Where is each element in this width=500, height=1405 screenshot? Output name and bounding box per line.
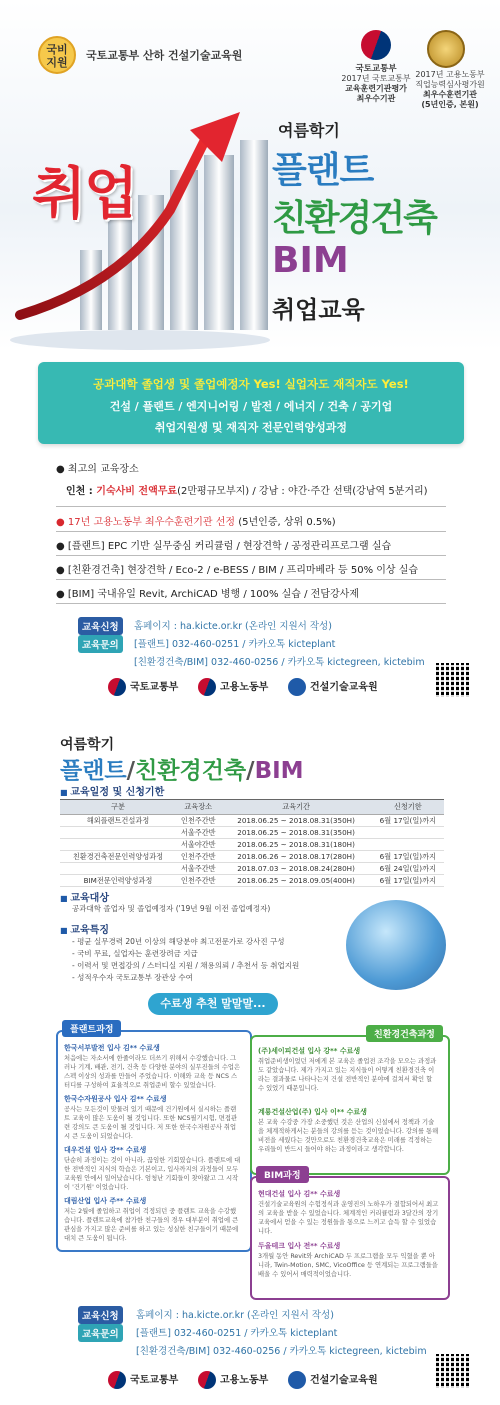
footer-logo-kicte-text: 건설기술교육원: [310, 682, 378, 693]
footer-logo-molit: [108, 678, 178, 696]
table-header: 구분: [60, 800, 176, 815]
phone-plant-2: [플랜트] 032-460-0251 / 카카오톡 kicteplant: [136, 1328, 338, 1339]
table-row: [60, 839, 444, 851]
table-cell: 6월 17일(일)까지: [372, 815, 444, 827]
schedule-heading: ■ 교육일정 및 신청기한: [60, 783, 164, 798]
footer-logo-kicte: [288, 678, 378, 696]
table-row: [60, 827, 444, 839]
table-cell: 서울야간반: [176, 839, 221, 851]
kicte-logo-icon: [288, 1371, 306, 1389]
table-cell: [372, 839, 444, 851]
homepage-link[interactable]: 홈페이지 : ha.kicte.or.kr (온라인 지원서 작성): [134, 621, 332, 632]
table-cell: 2018.06.26 ~ 2018.08.17(280H): [221, 851, 372, 863]
table-cell: 6월 17일(일)까지: [372, 851, 444, 863]
molit-award-line3: 교육훈련기관평가: [345, 84, 407, 93]
testimonial-author: 계룡건설산업(주) 입사 이** 수료생: [258, 1108, 367, 1116]
molit-logo-icon: [108, 1371, 126, 1389]
gov-funded-badge: [38, 36, 76, 74]
table-cell: [60, 863, 176, 875]
table-cell: BIM전문인력양성과정: [60, 875, 176, 887]
hero-chuup: 취업: [32, 162, 137, 227]
molit-award-line4: 최우수기관: [356, 94, 396, 103]
molit-award: [336, 64, 416, 104]
phone-green-bim: [친환경건축/BIM] 032-460-0256 / 카카오톡 kictegreen, kictebim: [134, 657, 425, 668]
table-row: [60, 815, 444, 827]
footer-logo-kicte-text-2: 건설기술교육원: [310, 1375, 378, 1386]
molit-award-line1: 국토교통부: [355, 64, 397, 74]
testimonial-author: 대림산업 입사 주** 수료생: [64, 1197, 147, 1205]
section2-title-green: 친환경건축: [135, 758, 247, 784]
feature-4: ● [친환경건축] 현장견학 / Eco-2 / e-BESS / BIM / 프리마베라 등 50% 이상 실습: [56, 565, 419, 576]
banner-line2: 건설 / 플랜트 / 엔지니어링 / 발전 / 에너지 / 건축 / 공기업: [109, 400, 393, 413]
table-header-row: [60, 800, 444, 815]
moel-award: [410, 70, 490, 110]
footer-logo-molit-text: 국토교통부: [130, 682, 179, 693]
features2-item: - 평균 실무경력 20년 이상의 해당분야 최고전문가로 강사진 구성: [72, 937, 285, 946]
table-cell: 인천주간반: [176, 851, 221, 863]
section2-title-bim: BIM: [254, 758, 304, 784]
feature-1-post: (2만평규모부지) / 강남 : 야간·주간 선택(강남역 5분거리): [177, 486, 428, 497]
features2-heading: ■ 교육특징: [60, 921, 109, 936]
feature-1-text: 최고의 교육장소: [67, 464, 139, 475]
table-cell: 서울주간반: [176, 827, 221, 839]
inquiry-label: 교육문의: [78, 635, 123, 653]
qr-code-icon[interactable]: [436, 1354, 470, 1388]
testimonial-bubble: 수료생 추천 말말말...: [148, 993, 278, 1015]
bim-tag: BIM과정: [256, 1166, 309, 1183]
target-text: 공과대학 졸업자 및 졸업예정자 ('19년 9월 이전 졸업예정자): [72, 904, 271, 913]
hero-bim: BIM: [272, 240, 349, 281]
table-header: 신청기한: [372, 800, 444, 815]
testimonial-author: (주)세이피건설 입사 강** 수료생: [258, 1047, 361, 1055]
section2-season: 여름학기: [60, 737, 115, 753]
section2-title-plant: 플랜트: [60, 758, 127, 784]
hero-green-arch: 친환경건축: [272, 198, 436, 239]
table-cell: [60, 827, 176, 839]
banner-line3: 취업지원생 및 재직자 전문인력양성과정: [154, 421, 348, 434]
footer-logo-kicte-2: [288, 1371, 378, 1389]
green-tag: 친환경건축과정: [366, 1025, 443, 1042]
testimonial-text: 저는 2월에 졸업하고 취업이 걱정되던 중 플랜트 교육을 수강했습니다. 플랜트교육에 참가한 친구들의 경우 대부분이 취업에 큰 관심을 가지고 많은 준비를 하고 있는 성실한 친구들이기 때문에 대치 큰 도움이 됩니다.: [64, 1208, 239, 1242]
banner-line1: 공과대학 졸업생 및 졸업예정자 Yes! 실업자도 재직자도 Yes!: [93, 377, 409, 391]
footer-logo-moel-2: [198, 1371, 268, 1389]
footer-logo-molit-2: [108, 1371, 178, 1389]
best-institution-seal-icon: [427, 30, 465, 68]
target-heading: ■ 교육대상: [60, 889, 109, 904]
moel-award-line1: 2017년 고용노동부: [415, 70, 485, 79]
testimonial-text: 3개월 동안 Revit와 ArchiCAD 두 프로그램을 모두 익혔을 뿐 아니라, Twin-Motion, SMC, VicoOffice 등 연계되는 프로그램들을 배울 수 있어서 매력적이었습니다.: [258, 1253, 438, 1278]
feature-1-pre: 인천 :: [66, 486, 97, 497]
features2-item: - 국비 무료, 실업자는 훈련장려금 지급: [72, 949, 198, 958]
feature-1-red: 기숙사비 전액무료: [96, 486, 178, 497]
table-row: [60, 851, 444, 863]
table-cell: 6월 24일(일)까지: [372, 863, 444, 875]
phone-plant: [플랜트] 032-460-0251 / 카카오톡 kicteplant: [134, 639, 336, 650]
apply-label: 교육신청: [78, 617, 123, 635]
feature-1-detail: [66, 482, 428, 497]
hero-section: [0, 0, 500, 350]
testimonial-author: 한국서부발전 입사 김** 수료생: [64, 1044, 160, 1052]
feature-2-red: 17년 고용노동부 최우수훈련기관 선정: [67, 517, 236, 528]
feature-4-text: [친환경건축] 현장견학 / Eco-2 / e-BESS / BIM / 프리마베라 등 50% 이상 실습: [67, 565, 419, 576]
divider: [56, 506, 446, 507]
table-cell: [372, 827, 444, 839]
feature-5-text: [BIM] 국내유일 Revit, ArchiCAD 병행 / 100% 실습 / 전담강사제: [67, 589, 359, 600]
table-cell: 2018.06.25 ~ 2018.08.31(180H): [221, 839, 372, 851]
divider: [56, 531, 446, 532]
testimonial-author: 한국수자원공사 입사 김** 수료생: [64, 1095, 167, 1103]
features2-item: - 성적우수자 국토교통부 장관상 수여: [72, 973, 193, 982]
moel-award-line4: (5년인증, 본원): [421, 100, 479, 109]
footer-logo-moel-text: 고용노동부: [220, 682, 269, 693]
phone-green-bim-2: [친환경건축/BIM] 032-460-0256 / 카카오톡 kictegreen, kictebim: [136, 1346, 427, 1357]
qr-code-icon[interactable]: [436, 663, 470, 697]
testimonial-text: 건설기술교육원의 수험정식과 운영진의 노하우가 결합되어서 최고의 교육을 받을 수 있었습니다. 체계적인 커리큘럼과 3달간의 장기교육에서 얻을 수 있는 정원들을 통으로 느끼고 습득 할 수 있었습니다.: [258, 1201, 439, 1235]
org-name: 국토교통부 산하 건설기술교육원: [86, 49, 243, 62]
features2-item: - 이력서 및 면접강의 / 스터디실 지원 / 채용의뢰 / 추천서 등 취업지원: [72, 961, 300, 970]
table-header: 교육기간: [221, 800, 372, 815]
plant-tag: 플랜트과정: [62, 1020, 121, 1037]
molit-logo-icon: [108, 678, 126, 696]
table-cell: 해외플랜트건설과정: [60, 815, 176, 827]
moel-logo-icon: [198, 678, 216, 696]
table-cell: 2018.06.25 ~ 2018.09.05(400H): [221, 875, 372, 887]
apply-label-2: 교육신청: [78, 1306, 123, 1324]
table-cell: 인천주간반: [176, 815, 221, 827]
testimonial-text: 단순히 과정이는 것이 아니라, 끊임한 기회였습니다. 플랜트에 대한 전반적인 지식의 학습은 기본이고, 입사까지의 과정들이 모두 교육원 안에서 일어났습니다. 엄청난 기회들이 찾아왔고 그 시작이 '건기원' 이었습니다.: [64, 1157, 241, 1191]
divider: [56, 603, 446, 604]
feature-2-post: (5년인증, 상위 0.5%): [235, 517, 336, 528]
footer-logo-moel: [198, 678, 268, 696]
footer-logo-molit-text-2: 국토교통부: [130, 1375, 179, 1386]
inquiry-label-2: 교육문의: [78, 1324, 123, 1342]
target-banner: [38, 362, 464, 444]
section2-title-sep2: /: [246, 758, 255, 784]
molit-emblem-icon: [361, 30, 391, 60]
section2-title: [60, 752, 304, 785]
section2-title-sep1: /: [126, 758, 136, 784]
globe-city-graphic: [346, 900, 446, 990]
table-cell: 2018.07.03 ~ 2018.08.24(280H): [221, 863, 372, 875]
table-cell: 6월 17일(일)까지: [372, 875, 444, 887]
divider: [56, 579, 446, 580]
testimonial-author: 대우건설 입사 강** 수료생: [64, 1146, 147, 1154]
footer-logo-moel-text-2: 고용노동부: [220, 1375, 269, 1386]
testimonial-text: 처음에는 자소서에 한줄이라도 더쓰기 위해서 수강했습니다. 그러나 기계, 배관, 전기, 건축 등 다양한 분야의 실무진들의 수업은 스펙 이상의 성과를 만들어 주었습니다. 이해와 교육 등 NCS 스터디를 구성하여 효율적으로 취업준비 할수 있었습니다.: [64, 1055, 241, 1089]
table-cell: 서울주간반: [176, 863, 221, 875]
molit-award-line2: 2017년 국토교통부: [341, 74, 411, 83]
badge-line1: 국비: [46, 43, 68, 56]
hero-plant: 플랜트: [272, 150, 374, 191]
feature-3: ● [플랜트] EPC 기반 실무중심 커리큘럼 / 현장견학 / 공정관리프로그램 실습: [56, 541, 392, 552]
kicte-logo-icon: [288, 678, 306, 696]
schedule-table-body: [60, 815, 444, 887]
schedule-table: [60, 799, 444, 887]
table-cell: 2018.06.25 ~ 2018.08.31(350H): [221, 815, 372, 827]
table-row: [60, 863, 444, 875]
table-cell: 인천주간반: [176, 875, 221, 887]
table-cell: [60, 839, 176, 851]
feature-1: ● 최고의 교육장소: [56, 464, 139, 475]
feature-3-text: [플랜트] EPC 기반 실무중심 커리큘럼 / 현장견학 / 공정관리프로그램 실습: [67, 541, 392, 552]
testimonial-author: 현대건설 입사 김** 수료생: [258, 1190, 341, 1198]
table-header: 교육장소: [176, 800, 221, 815]
moel-logo-icon: [198, 1371, 216, 1389]
testimonial-author: 두올테크 입사 전** 수료생: [258, 1242, 341, 1250]
divider: [56, 555, 446, 556]
testimonial-text: 본 교육 수강중 가장 소중했던 것은 산업의 신설에서 정책과 기술을 체계적하게서는 분들의 강의를 듣는 것이었습니다. 강의를 통해 비전을 세웠다는 것만으로도 친환경건축교육은 미래를 걱정하는 우리들이 반드시 들어야 하는 과정이라고 생각합니다.: [258, 1119, 439, 1153]
moel-award-line3: 최우수훈련기관: [422, 90, 478, 99]
feature-2: ● 17년 고용노동부 최우수훈련기관 선정 (5년인증, 상위 0.5%): [56, 517, 336, 528]
testimonial-text: 공사는 모든것이 맞물려 있기 때문에 건기원에서 실시하는 플랜트 교육이 많은 도움이 될 것입니다. 또한 NCS필기시험, 면접관련 강의도 큰 도움이 될 것입니다. 저 또한 한국수자원공사 취업 시 큰 도움이 되었습니다.: [64, 1106, 238, 1140]
table-cell: 친환경건축전문인력양성과정: [60, 851, 176, 863]
table-cell: 2018.06.25 ~ 2018.08.31(350H): [221, 827, 372, 839]
table-row: [60, 875, 444, 887]
badge-line2: 지원: [46, 56, 68, 69]
testimonial-text: 취업준비생이었던 저에게 본 교육은 졸업전 조각을 모으는 과정과도 같았습니다. 제가 가지고 있는 지식들이 어떻게 친환경건축 이라는 결과물로 나타나는지 건설 전반적인 분야에 걸쳐서 확인 할 수 있었기 때문입니다.: [258, 1058, 437, 1092]
hero-season: 여름학기: [278, 121, 340, 140]
feature-5: ● [BIM] 국내유일 Revit, ArchiCAD 병행 / 100% 실습 / 전담강사제: [56, 589, 359, 600]
green-testimonial-panel: [250, 1035, 450, 1175]
homepage-link-2[interactable]: 홈페이지 : ha.kicte.or.kr (온라인 지원서 작성): [136, 1310, 334, 1321]
moel-award-line2: 직업능력심사평가원: [415, 80, 485, 89]
hero-job-training: 취업교육: [272, 296, 365, 324]
